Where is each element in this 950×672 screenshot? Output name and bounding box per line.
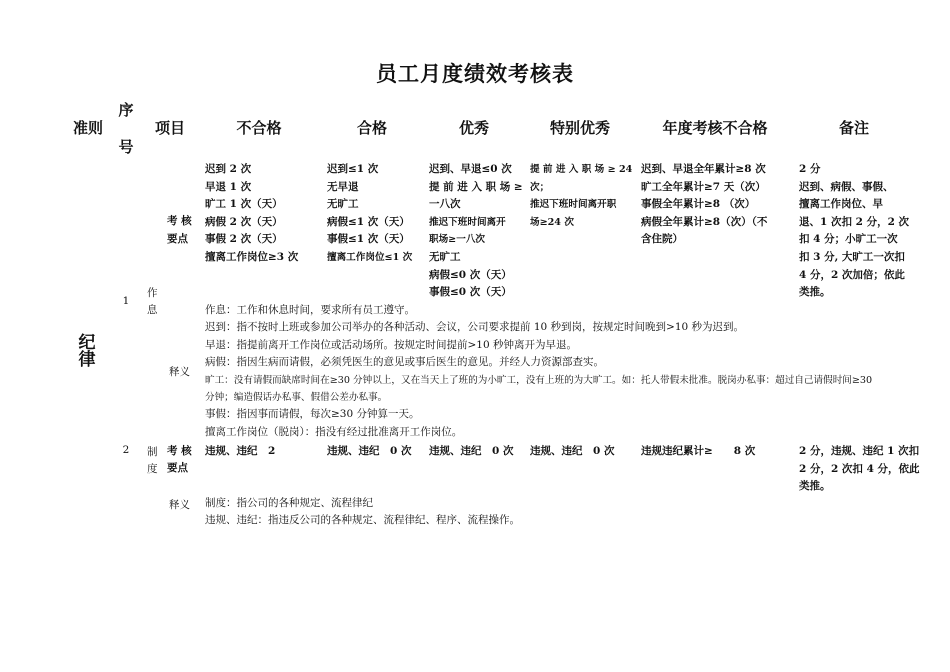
header-pass: 合格: [356, 119, 387, 137]
row1-outstanding-cell: 提 前 进 入 职 场 ≥ 24 次； 推迟下班时间离开职 场≥24 次: [530, 164, 633, 228]
row2-subitem-top: 考 核: [167, 445, 192, 457]
row2-remarks-cell: 2 分，违规、违纪 1 次扣 2 分，2 次扣 4 分，依此 类推。: [799, 445, 920, 493]
row2-explain-text: 制度：指公司的各种规定、流程律纪 违规、违纪：指违反公司的各种规定、流程律纪、程序、流程操作。: [205, 497, 520, 527]
header-remarks: 备注: [838, 119, 869, 137]
row1-subitem-top: 考 核: [167, 215, 192, 227]
row1-fail-cell: 迟到 2 次 早退 1 次 旷工 1 次（天） 病假 2 次（天） 事假 2 次（天） 擅离工作岗位≥3 次: [205, 163, 299, 263]
header-fail: 不合格: [236, 119, 282, 137]
header-item: 项目: [154, 119, 185, 137]
row2-item-bottom: 度: [147, 463, 158, 475]
row1-item-bottom: 息: [147, 304, 158, 316]
row1-explain-label: 释义: [169, 366, 190, 378]
row1-item-top: 作: [147, 287, 158, 299]
header-criteria: 准则: [72, 119, 103, 137]
header-seq-top: 序: [118, 101, 134, 119]
row1-explain-text: 作息：工作和休息时间，要求所有员工遵守。 迟到：指不按时上班或参加公司举办的各种活动、会议，公司要求提前 10 秒到岗，按规定时间晚到>10 秒为迟到。 早退：指提前离开工作岗位或活动场所。按规定时间提前>10 秒钟离开为早退。 病假：指因生病而请假，必须凭医生的意见或事后医生的意见。并经人力资源部查实。 旷工：没有请假而缺席时间在≥30 分钟以上，又在当天上了班的为小旷工，没有上班的为大旷工。如：托人带假未批准。脱岗办私事：超过自己请假时间≥30 分钟；编造假话办私事、假借公差办私事。 事假：指因事而请假，每次≥30 分钟算一天。 擅离工作岗位（脱岗）：指没有经过批准离开工作岗位。: [205, 304, 873, 438]
header-annual-fail: 年度考核不合格: [662, 119, 768, 137]
row2-pass-cell: 违规、违纪 0 次: [327, 445, 412, 457]
group-label-top: 纪: [78, 333, 96, 353]
row1-excellent-cell: 迟到、早退≤0 次 提 前 进 入 职 场 ≥ 一八次 推迟下班时间离开 职场≥一八次 无旷工 病假≤0 次（天） 事假≤0 次（天）: [429, 163, 523, 299]
group-label-bottom: 律: [78, 350, 96, 370]
header-excellent: 优秀: [458, 119, 489, 137]
row2-subitem-bottom: 要点: [167, 462, 188, 474]
row2-item-top: 制: [147, 446, 158, 458]
row1-annual-fail-cell: 迟到、早退全年累计≥8 次 旷工全年累计≥7 天（次） 事假全年累计≥8 （次） 病假全年累计≥8（次）（不 含住院）: [641, 163, 768, 246]
row2-fail-cell: 违规、违纪 2: [205, 445, 276, 457]
row2-seq: 2: [122, 444, 130, 456]
header-seq-bottom: 号: [118, 138, 134, 156]
row2-annual-fail-cell: 违规违纪累计≥ 8 次: [641, 445, 756, 457]
row2-explain-label: 释义: [169, 499, 190, 511]
row1-pass-cell: 迟到≤1 次 无早退 无旷工 病假≤1 次（天） 事假≤1 次（天） 擅离工作岗位≤1 次: [327, 163, 413, 263]
row1-seq: 1: [122, 295, 130, 307]
row1-remarks-cell: 2 分 迟到、病假、事假、 擅离工作岗位、早 退、1 次扣 2 分，2 次 扣 4 分；小旷工一次 扣 3 分, 大旷工一次扣 4 分，2 次加倍；依此 类推。: [799, 163, 910, 299]
row1-subitem-bottom: 要点: [167, 233, 188, 245]
header-outstanding: 特别优秀: [549, 119, 610, 137]
row2-excellent-cell: 违规、违纪 0 次: [429, 445, 514, 457]
row2-outstanding-cell: 违规、违纪 0 次: [530, 445, 615, 457]
document-title: 员工月度绩效考核表: [376, 61, 574, 86]
